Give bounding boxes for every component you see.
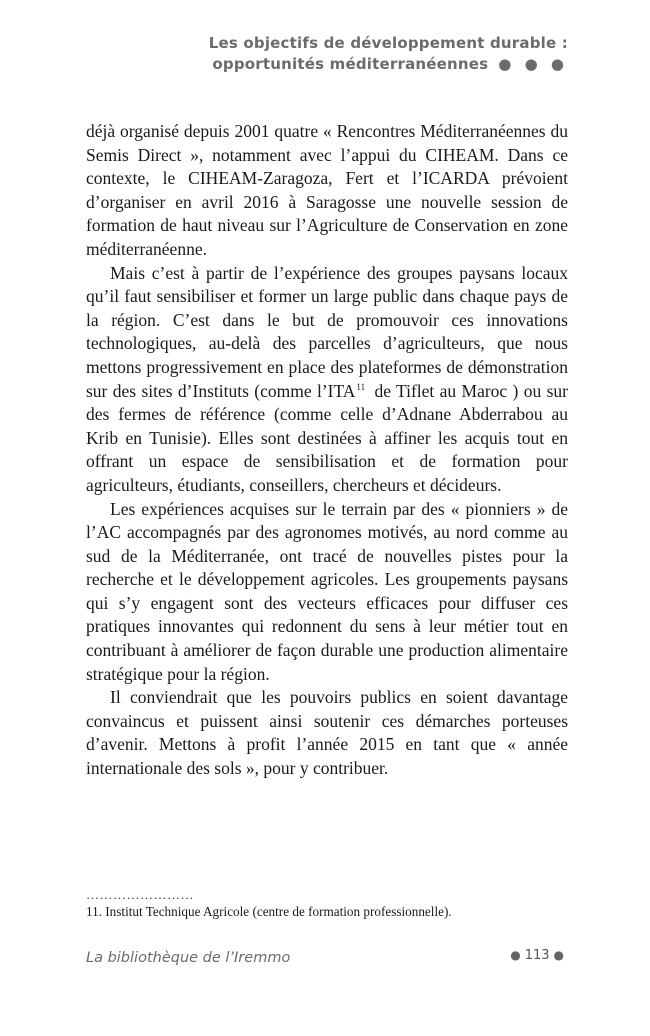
- header-dots-icon: ● ● ●: [498, 55, 568, 73]
- footer-page-number: [506, 948, 568, 963]
- paragraph-2-text-after: de Tiflet au Maroc ) ou sur des fermes de référence (comme celle d’Adnane Abderrabou au Krib en Tunisie). Elles sont destinées à affiner les acquis tout en offrant un espace de sensibilisation et de formation pour agriculteurs, étudiants, conseillers, chercheurs et décideurs.: [86, 380, 568, 495]
- bullet-icon: ●: [510, 948, 521, 962]
- paragraph-3: Les expériences acquises sur le terrain par des « pionniers » de l’AC accompagnés par des agronomes motivés, au nord comme au sud de la Méditerranée, ont tracé de nouvelles pistes pour la recherche et le développement agricoles. Les groupements paysans qui s’y engagent sont des vecteurs efficaces pour diffuser ces pratiques innovantes qui redonnent du sens à leur métier tout en contribuant à améliorer de façon durable une production alimentaire stratégique pour la région.: [86, 498, 568, 684]
- body-text: [86, 120, 568, 781]
- bullet-icon: ●: [553, 948, 564, 962]
- page-number: 113: [524, 948, 550, 963]
- running-header: [148, 33, 568, 75]
- footnote-separator: ……………………: [86, 887, 194, 902]
- paragraph-2: [86, 262, 568, 498]
- footer-book-title: La bibliothèque de l’Iremmo: [86, 950, 291, 966]
- footnote: 11. Institut Technique Agricole (centre de formation professionnelle).: [86, 904, 452, 919]
- footnote-reference: 11: [356, 381, 366, 392]
- paragraph-2-text-before: Mais c’est à partir de l’expérience des groupes paysans locaux qu’il faut sensibiliser et former un large public dans chaque pays de la région. C’est dans le but de promouvoir ces innovations technologiques, au-delà des parcelles d’agriculteurs, que nous mettons progressivement en place des plateformes de démonstration sur des sites d’Instituts (comme l’ITA: [86, 262, 568, 401]
- paragraph-1: déjà organisé depuis 2001 quatre « Rencontres Méditerranéennes du Semis Direct », notamment avec l’appui du CIHEAM. Dans ce contexte, le CIHEAM-Zaragoza, Fert et l’ICARDA prévoient d’organiser en avril 2016 à Saragosse une nouvelle session de formation de haut niveau sur l’Agriculture de Conservation en zone méditerranéenne.: [86, 121, 568, 259]
- paragraph-4: Il conviendrait que les pouvoirs publics en soient davantage convaincus et puissent ainsi soutenir ces démarches porteuses d’avenir. Mettons à profit l’année 2015 en tant que « année internationale des sols », pour y contribuer.: [86, 687, 568, 779]
- header-title-line2: opportunités méditerranéennes: [212, 55, 489, 73]
- header-title-line1: Les objectifs de développement durable :: [208, 34, 568, 52]
